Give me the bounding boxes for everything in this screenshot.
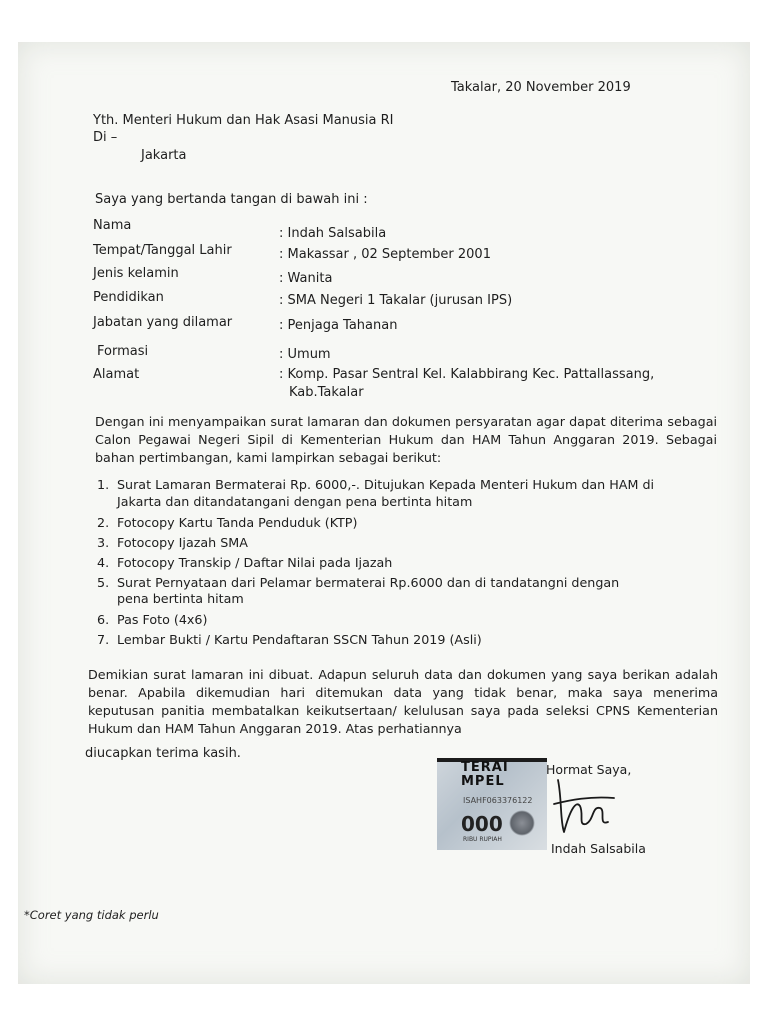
stamp-text-line2: MPEL	[461, 774, 505, 789]
field-label-ttl: Tempat/Tanggal Lahir	[93, 243, 232, 258]
garuda-emblem-icon	[509, 810, 535, 836]
field-value-address-line2: Kab.Takalar	[289, 385, 364, 400]
intro-text: Saya yang bertanda tangan di bawah ini :	[95, 192, 368, 207]
signer-name: Indah Salsabila	[551, 841, 646, 856]
field-label-education: Pendidikan	[93, 290, 164, 305]
place-date: Takalar, 20 November 2019	[451, 80, 631, 95]
body-paragraph: Dengan ini menyampaikan surat lamaran dan dokumen persyaratan agar dapat diterima sebagai Calon Pegawai Negeri Sipil di Kementerian Hukum dan HAM Tahun Anggaran 2019. Sebagai bahan pertimbangan, kami lampirkan sebagai berikut:	[95, 414, 717, 465]
closing-paragraph: Demikian surat lamaran ini dibuat. Adapun seluruh data dan dokumen yang saya berikan adalah benar. Apabila dikemudian hari ditemukan data yang tidak benar, maka saya menerima keputusan panitia membatalkan keikutsertaan/ kelulusan saya pada seleksi CPNS Kementerian Hukum dan HAM Tahun Anggaran 2019. Atas perhatiannya	[88, 667, 718, 736]
closing-thanks: diucapkan terima kasih.	[85, 746, 241, 761]
field-label-gender: Jenis kelamin	[93, 266, 179, 281]
field-value-education: : SMA Negeri 1 Takalar (jurusan IPS)	[279, 293, 513, 308]
field-value-nama: : Indah Salsabila	[279, 226, 387, 241]
field-value-gender: : Wanita	[279, 271, 333, 286]
stamp-text-line1: TERAI	[461, 760, 509, 775]
stamp-value-words: RIBU RUPIAH	[463, 836, 502, 843]
materai-stamp	[437, 758, 547, 850]
signature-icon	[540, 770, 620, 840]
recipient-city: Jakarta	[141, 148, 187, 163]
field-label-formasi: Formasi	[97, 344, 149, 359]
greeting: Hormat Saya,	[546, 762, 632, 777]
field-value-address: : Komp. Pasar Sentral Kel. Kalabbirang Kec. Pattallassang,	[279, 367, 655, 382]
field-label-nama: Nama	[93, 218, 132, 233]
field-label-address: Alamat	[93, 367, 140, 382]
stamp-serial: ISAHF063376122	[463, 796, 533, 805]
field-value-ttl: : Makassar , 02 September 2001	[279, 247, 491, 262]
field-label-position: Jabatan yang dilamar	[93, 315, 233, 330]
field-value-position: : Penjaga Tahanan	[279, 318, 398, 333]
footnote: *Coret yang tidak perlu	[24, 908, 159, 922]
recipient-line: Yth. Menteri Hukum dan Hak Asasi Manusia RI	[93, 113, 394, 128]
field-value-formasi: : Umum	[279, 347, 331, 362]
stamp-value: 000	[461, 812, 503, 836]
recipient-di: Di –	[93, 130, 118, 145]
